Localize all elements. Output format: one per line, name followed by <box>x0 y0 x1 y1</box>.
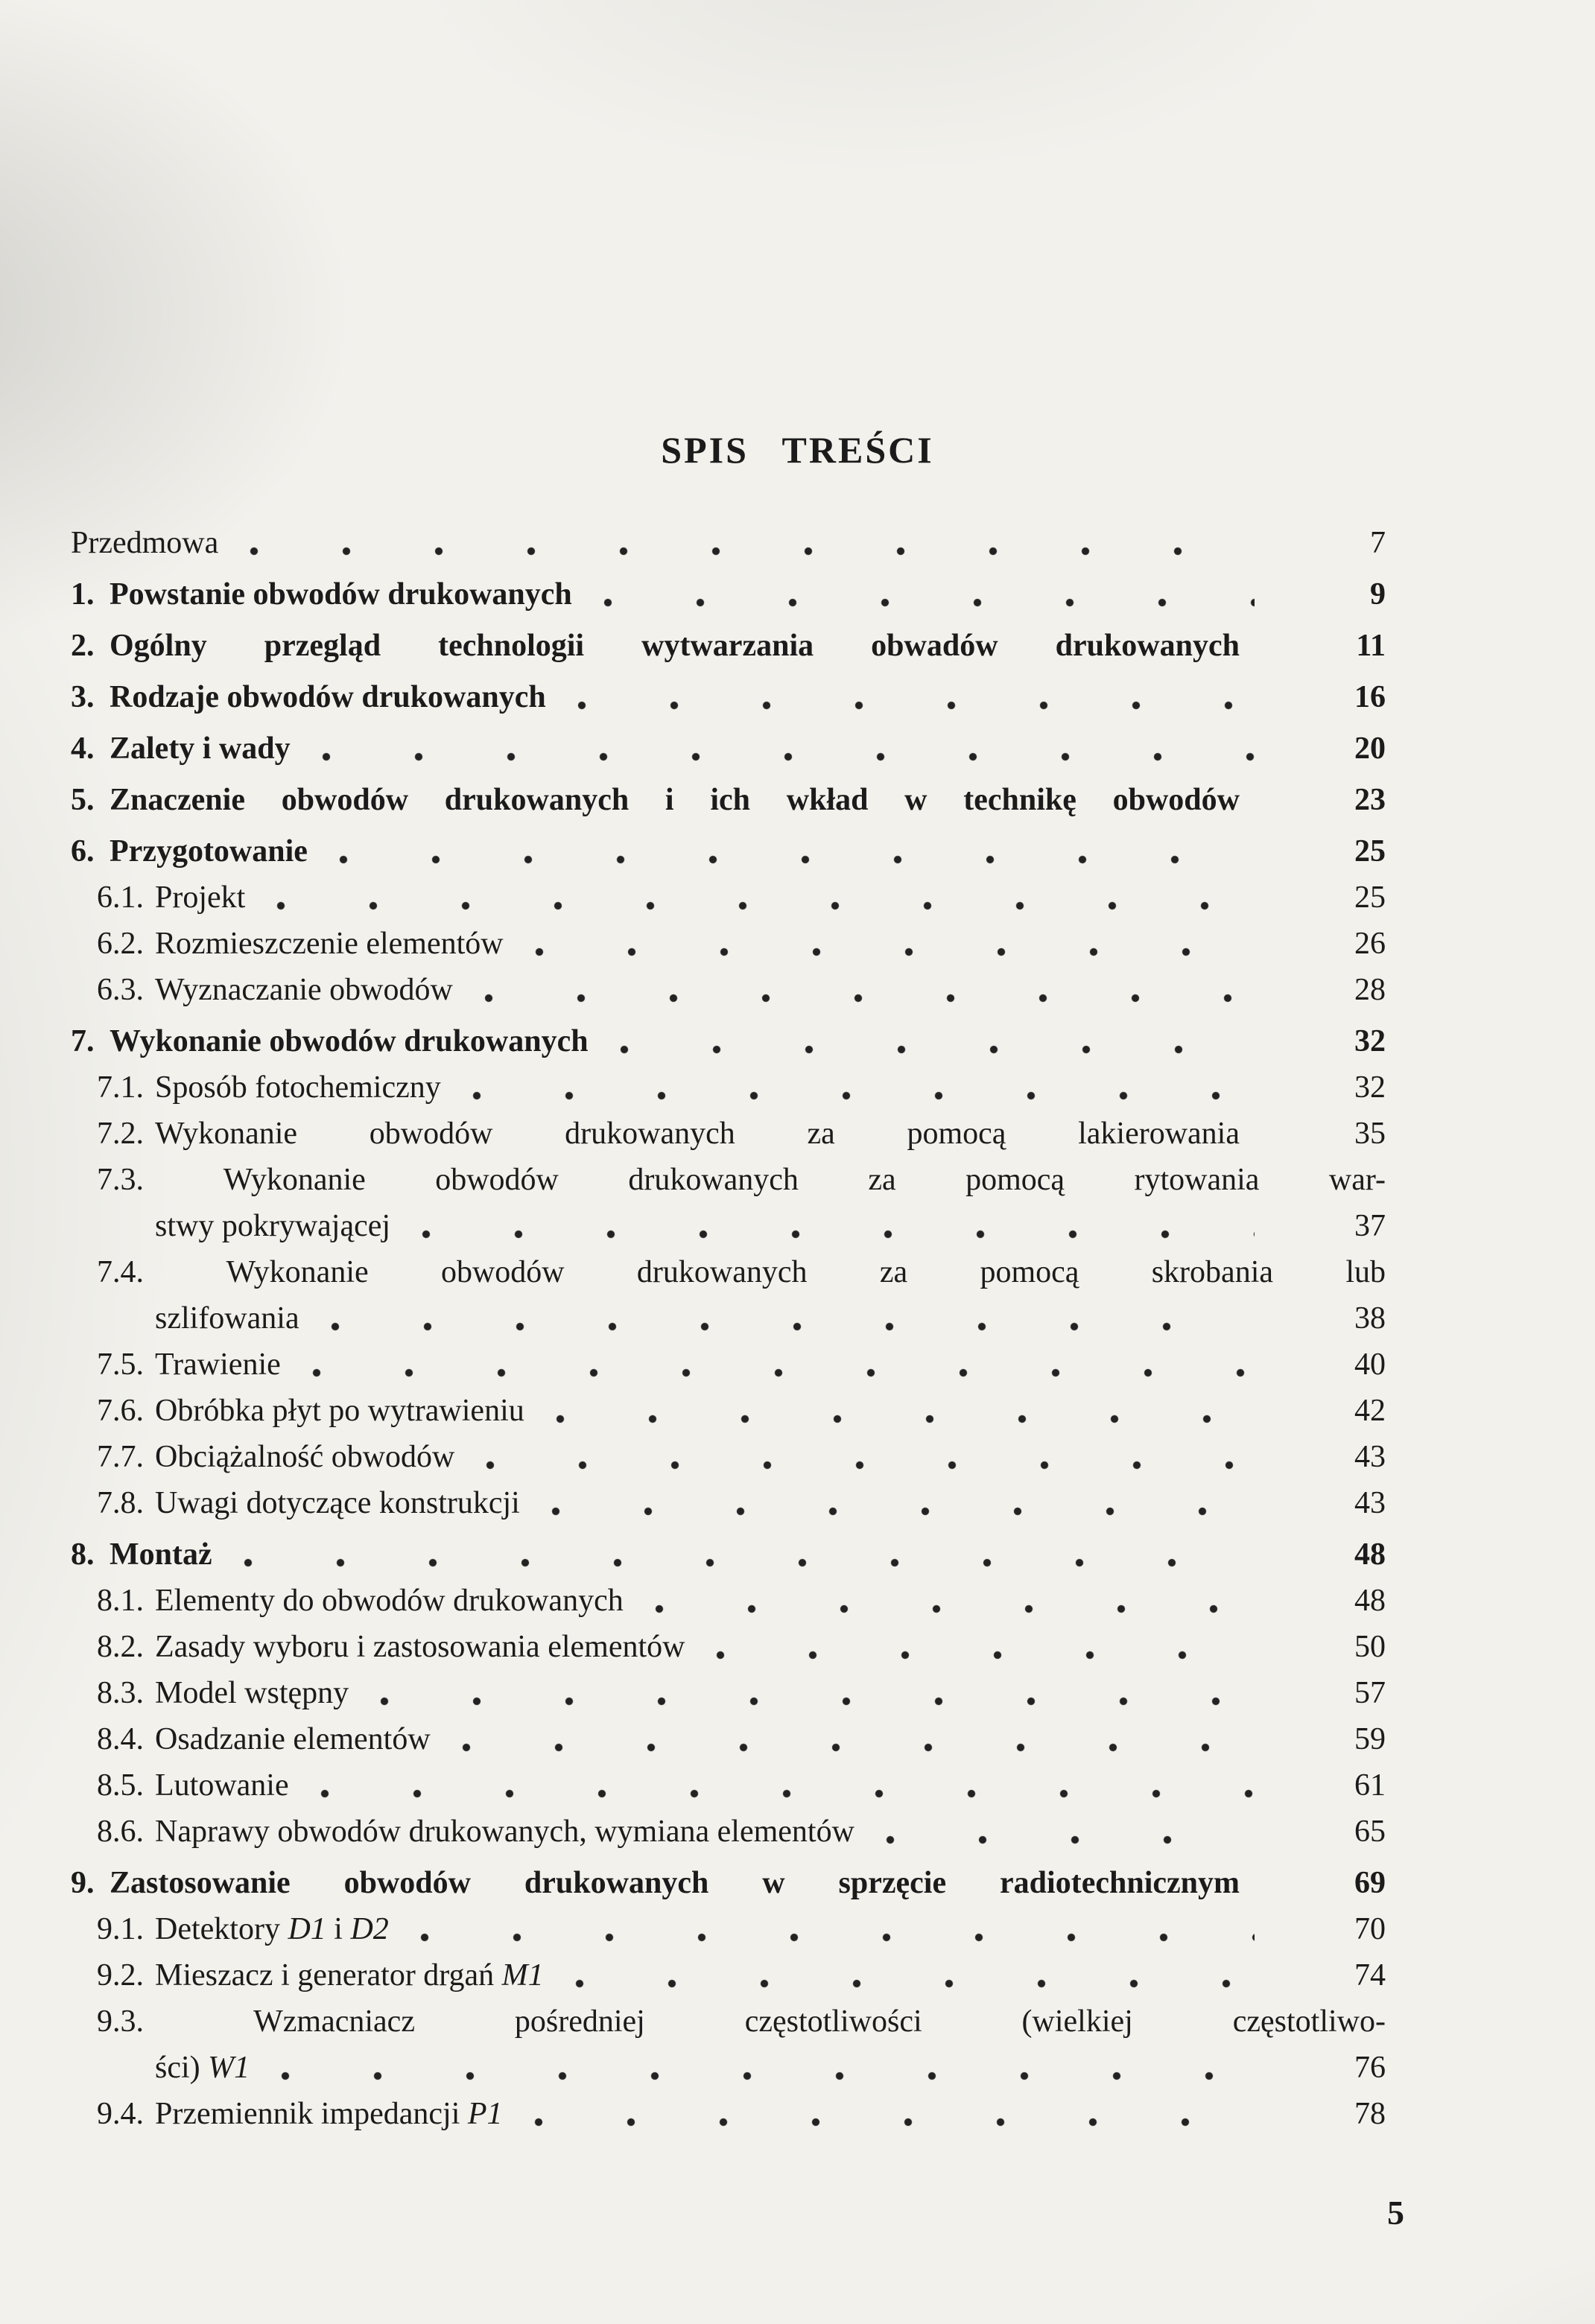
toc-entry-title: Sposób fotochemiczny <box>155 1070 441 1105</box>
dot-leaders <box>331 1322 1255 1331</box>
toc-entry <box>71 674 1386 720</box>
toc-entry-number: 7. <box>71 1024 95 1058</box>
toc-entry-page: 50 <box>1354 1630 1386 1664</box>
toc-entry <box>97 1952 1386 1998</box>
toc-entry-number: 8.4. <box>97 1722 144 1756</box>
toc-entry-title: Przemiennik impedancji P1 <box>155 2097 503 2131</box>
dot-leaders <box>322 752 1255 761</box>
toc-entry-title: Detektory D1 i D2 <box>155 1912 389 1946</box>
toc-entry <box>97 1809 1386 1855</box>
toc-entry-title: Wzmacniacz pośredniej częstotliwości (wielkiej częstotliwo- <box>253 2004 1386 2039</box>
toc-entry-line2 <box>155 1295 1386 1342</box>
toc-entry-page: 40 <box>1354 1347 1386 1382</box>
toc-entry <box>97 1480 1386 1526</box>
toc-entry-page: 11 <box>1356 629 1386 663</box>
toc-entry-title: Wykonanie obwodów drukowanych za pomocą lakierowania <box>155 1117 1240 1151</box>
toc-entry-number: 7.8. <box>97 1486 144 1520</box>
toc-entry-number: 7.2. <box>97 1117 144 1151</box>
toc-entry-number: 8.1. <box>97 1584 144 1618</box>
dot-leaders <box>556 1415 1255 1423</box>
toc-entry-number: 8.3. <box>97 1676 144 1710</box>
toc-entry <box>97 1670 1386 1716</box>
toc-entry-number: 7.3. <box>97 1163 144 1197</box>
toc-entry-page: 20 <box>1354 731 1386 766</box>
toc-entry <box>97 1624 1386 1670</box>
toc-entry-title: Wykonanie obwodów drukowanych za pomocą skrobania lub <box>226 1255 1386 1289</box>
toc-entry-page: 76 <box>1354 2051 1386 2085</box>
page-title: SPIS TREŚCI <box>661 429 934 471</box>
toc-entry-page: 57 <box>1354 1676 1386 1710</box>
dot-leaders <box>655 1604 1255 1613</box>
toc-entry-title: Trawienie <box>155 1347 281 1382</box>
toc-entry-number: 1. <box>71 577 95 612</box>
toc-entry-number: 9.4. <box>97 2097 144 2131</box>
toc-entry-number: 8.2. <box>97 1630 144 1664</box>
toc-entry-page: 32 <box>1354 1070 1386 1105</box>
toc-entry-page: 42 <box>1354 1394 1386 1428</box>
toc-entry <box>71 828 1386 874</box>
toc-entry-title-continuation: szlifowania <box>155 1301 299 1336</box>
toc-entry-title: Mieszacz i generator drgań M1 <box>155 1958 544 1993</box>
toc-entry <box>97 1064 1386 1111</box>
dot-leaders <box>716 1651 1255 1660</box>
toc-entry-page: 7 <box>1370 526 1386 560</box>
toc-entry-number: 7.5. <box>97 1347 144 1382</box>
dot-leaders <box>244 1558 1255 1567</box>
toc-entry-title: Rozmieszczenie elementów <box>155 927 504 961</box>
dot-leaders <box>620 1045 1255 1054</box>
toc-entry-title-continuation: stwy pokrywającej <box>155 1209 391 1243</box>
toc-entry <box>71 777 1386 823</box>
toc-entry-page: 48 <box>1354 1537 1386 1572</box>
toc-entry-page: 23 <box>1354 783 1386 817</box>
toc-entry-line2 <box>155 2045 1386 2091</box>
toc-entry-number: 9.3. <box>97 2004 144 2039</box>
toc-entry-number: 3. <box>71 680 95 714</box>
toc-entry-line1 <box>97 1998 1386 2045</box>
toc-entry-title: Zalety i wady <box>110 731 291 766</box>
toc-entry-title: Zastosowanie obwodów drukowanych w sprzęcie radiotechnicznym <box>110 1866 1240 1900</box>
toc-entry-page: 37 <box>1354 1209 1386 1243</box>
toc-entry-page: 74 <box>1354 1958 1386 1993</box>
dot-leaders <box>472 1091 1255 1100</box>
toc-entry-page: 43 <box>1354 1440 1386 1474</box>
toc-entry <box>71 520 1386 566</box>
toc-entry <box>71 1531 1386 1578</box>
toc-entry <box>71 1860 1386 1906</box>
toc-entry-number: 6. <box>71 834 95 869</box>
toc-entry <box>97 1762 1386 1809</box>
toc-entry <box>97 1716 1386 1762</box>
dot-leaders <box>422 1230 1255 1239</box>
toc-entry-page: 25 <box>1354 880 1386 915</box>
toc-entry-line1 <box>97 1157 1386 1203</box>
toc-entry-title: Osadzanie elementów <box>155 1722 431 1756</box>
toc-entry-title: Uwagi dotyczące konstrukcji <box>155 1486 520 1520</box>
toc-entry-page: 26 <box>1354 927 1386 961</box>
toc-entry <box>97 921 1386 967</box>
toc-entry <box>97 1906 1386 1952</box>
toc-entry <box>97 1434 1386 1480</box>
toc-list <box>0 520 1595 2137</box>
toc-entry-page: 70 <box>1354 1912 1386 1946</box>
toc-entry-title: Naprawy obwodów drukowanych, wymiana elementów <box>155 1815 854 1849</box>
toc-entry-number: 4. <box>71 731 95 766</box>
toc-entry-page: 38 <box>1354 1301 1386 1336</box>
toc-entry-title: Przygotowanie <box>110 834 308 869</box>
toc-entry-title: Zasady wyboru i zastosowania elementów <box>155 1630 685 1664</box>
toc-entry-title: Wykonanie obwodów drukowanych <box>110 1024 589 1058</box>
toc-entry <box>97 1157 1386 1249</box>
toc-entry-title: Montaż <box>110 1537 212 1572</box>
toc-entry-number: 7.7. <box>97 1440 144 1474</box>
dot-leaders <box>339 855 1255 864</box>
dot-leaders <box>380 1697 1255 1706</box>
dot-leaders <box>603 598 1255 607</box>
toc-entry-number: 6.1. <box>97 880 144 915</box>
toc-entry-title-continuation: ści) W1 <box>155 2051 250 2085</box>
dot-leaders <box>577 701 1255 710</box>
toc-entry-number: 7.4. <box>97 1255 144 1289</box>
toc-entry-page: 48 <box>1354 1584 1386 1618</box>
toc-entry-line2 <box>155 1203 1386 1249</box>
page-number: 5 <box>1387 2194 1404 2232</box>
toc-entry-title: Obciążalność obwodów <box>155 1440 455 1474</box>
toc-entry <box>71 571 1386 617</box>
dot-leaders <box>281 2071 1255 2080</box>
toc-entry-title: Model wstępny <box>155 1676 349 1710</box>
dot-leaders <box>534 2118 1255 2127</box>
toc-entry <box>97 1249 1386 1342</box>
toc-entry-title: Rodzaje obwodów drukowanych <box>110 680 546 714</box>
toc-entry-page: 28 <box>1354 973 1386 1007</box>
toc-entry <box>97 1342 1386 1388</box>
dot-leaders <box>575 1979 1255 1988</box>
dot-leaders <box>886 1835 1255 1844</box>
dot-leaders <box>486 1461 1255 1470</box>
dot-leaders <box>484 994 1255 1003</box>
toc-entry-page: 59 <box>1354 1722 1386 1756</box>
toc-entry-title: Ogólny przegląd technologii wytwarzania obwadów drukowanych <box>110 629 1240 663</box>
toc-entry-page: 25 <box>1354 834 1386 869</box>
toc-entry-page: 61 <box>1354 1768 1386 1803</box>
toc-entry-page: 69 <box>1354 1866 1386 1900</box>
toc-entry-number: 8. <box>71 1537 95 1572</box>
toc-entry-line1 <box>97 1249 1386 1295</box>
toc-entry <box>97 1578 1386 1624</box>
toc-entry-title: Powstanie obwodów drukowanych <box>110 577 572 612</box>
toc-entry-page: 65 <box>1354 1815 1386 1849</box>
dot-leaders <box>462 1743 1255 1752</box>
toc-entry <box>97 2091 1386 2137</box>
toc-entry-page: 43 <box>1354 1486 1386 1520</box>
dot-leaders <box>551 1507 1255 1516</box>
dot-leaders <box>276 901 1255 910</box>
toc-entry-number: 8.6. <box>97 1815 144 1849</box>
toc-entry-number: 5. <box>71 783 95 817</box>
toc-entry <box>97 967 1386 1013</box>
toc-entry-title: Wykonanie obwodów drukowanych za pomocą rytowania war- <box>223 1163 1386 1197</box>
toc-entry-number: 9.1. <box>97 1912 144 1946</box>
toc-entry <box>97 1111 1386 1157</box>
toc-entry-title: Wyznaczanie obwodów <box>155 973 453 1007</box>
toc-entry-number: 6.3. <box>97 973 144 1007</box>
toc-entry-number: 7.1. <box>97 1070 144 1105</box>
toc-entry-title: Przedmowa <box>71 526 219 560</box>
page-footer <box>0 2193 1595 2232</box>
toc-entry-page: 35 <box>1354 1117 1386 1151</box>
toc-entry-page: 16 <box>1354 680 1386 714</box>
toc-entry-number: 7.6. <box>97 1394 144 1428</box>
toc-entry-number: 9.2. <box>97 1958 144 1993</box>
dot-leaders <box>250 547 1255 556</box>
toc-entry-title: Lutowanie <box>155 1768 289 1803</box>
toc-entry-page: 32 <box>1354 1024 1386 1058</box>
dot-leaders <box>420 1933 1255 1942</box>
toc-entry-number: 6.2. <box>97 927 144 961</box>
toc-entry <box>71 726 1386 772</box>
dot-leaders <box>535 947 1255 956</box>
toc-entry-title: Znaczenie obwodów drukowanych i ich wkład w technikę obwodów <box>110 783 1240 817</box>
toc-entry-title: Obróbka płyt po wytrawieniu <box>155 1394 524 1428</box>
toc-entry <box>71 623 1386 669</box>
toc-entry-number: 9. <box>71 1866 95 1900</box>
toc-entry <box>71 1018 1386 1064</box>
dot-leaders <box>312 1368 1255 1377</box>
toc-entry <box>97 1388 1386 1434</box>
toc-entry <box>97 1998 1386 2091</box>
toc-entry-title: Elementy do obwodów drukowanych <box>155 1584 624 1618</box>
toc-entry-page: 78 <box>1354 2097 1386 2131</box>
toc-entry-page: 9 <box>1370 577 1386 612</box>
toc-entry-title: Projekt <box>155 880 246 915</box>
dot-leaders <box>320 1789 1255 1798</box>
toc-entry-number: 2. <box>71 629 95 663</box>
toc-entry <box>97 874 1386 921</box>
toc-entry-number: 8.5. <box>97 1768 144 1803</box>
